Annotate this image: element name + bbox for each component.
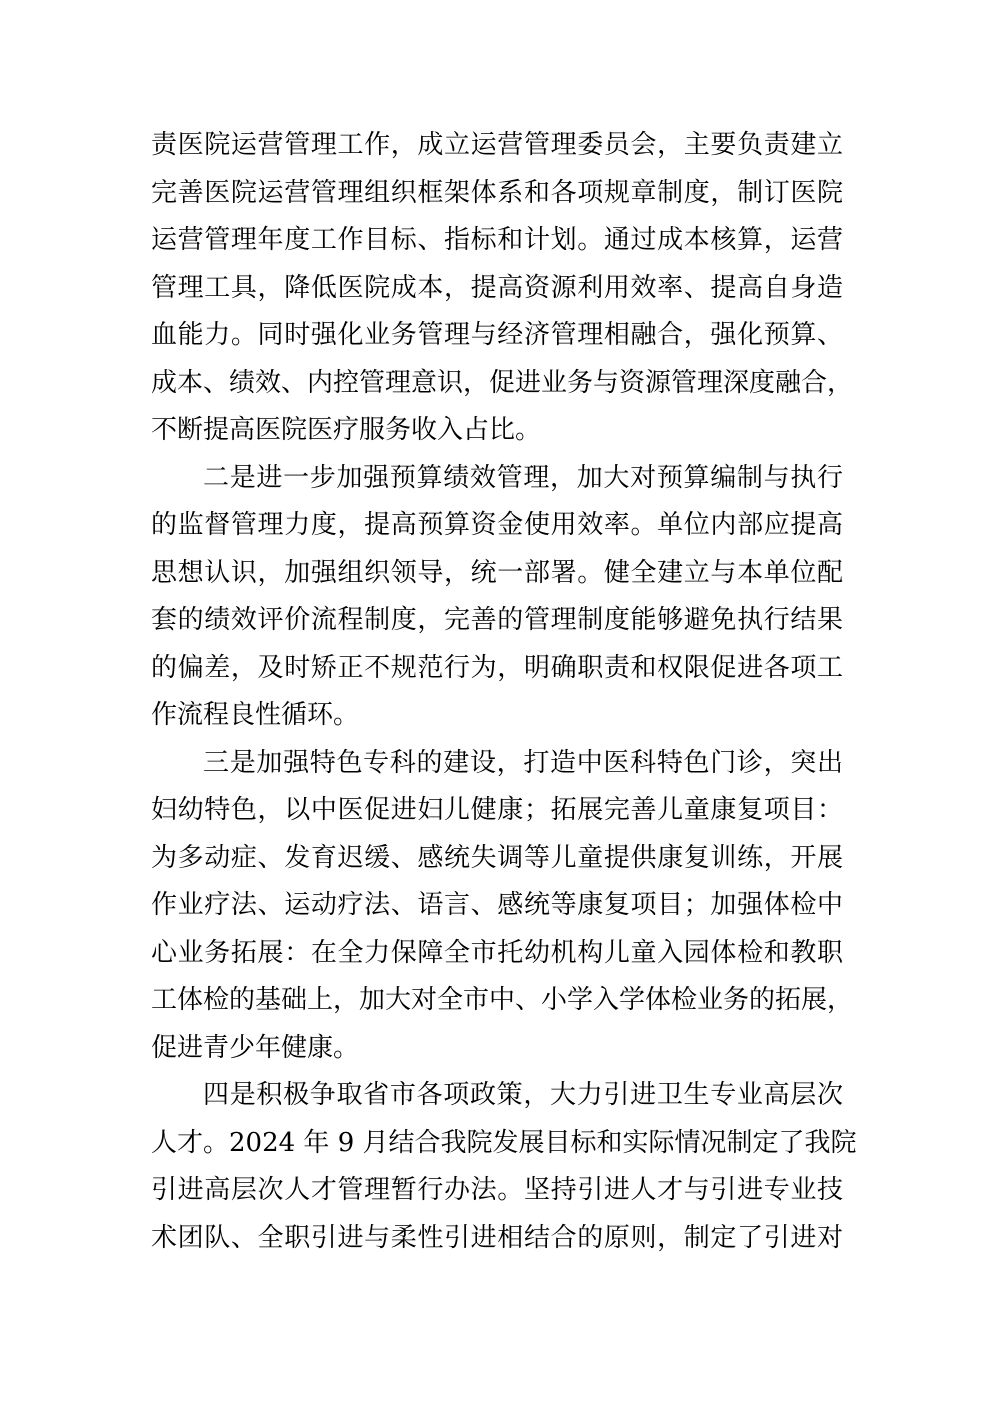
text-line: 作流程良性循环。	[151, 700, 360, 730]
text-line: 妇幼特色，以中医促进妇儿健康；拓展完善儿童康复项目：	[151, 795, 843, 825]
text-line: 人才。2024 年 9 月结合我院发展目标和实际情况制定了我院	[151, 1127, 857, 1158]
text-line: 四是积极争取省市各项政策，大力引进卫生专业高层次	[203, 1080, 843, 1110]
text-line: 不断提高医院医疗服务收入占比。	[151, 415, 542, 445]
text-line: 术团队、全职引进与柔性引进相结合的原则，制定了引进对	[151, 1222, 843, 1253]
text-line: 管理工具，降低医院成本，提高资源利用效率、提高自身造	[151, 272, 843, 303]
text-line: 为多动症、发育迟缓、感统失调等儿童提供康复训练，开展	[151, 842, 843, 873]
text-line: 作业疗法、运动疗法、语言、感统等康复项目；加强体检中	[151, 890, 843, 920]
text-line: 套的绩效评价流程制度，完善的管理制度能够避免执行结果	[151, 605, 843, 635]
text-line: 责医院运营管理工作，成立运营管理委员会，主要负责建立	[151, 130, 843, 160]
text-line: 引进高层次人才管理暂行办法。坚持引进人才与引进专业技	[151, 1175, 843, 1205]
text-line: 的偏差，及时矫正不规范行为，明确职责和权限促进各项工	[151, 652, 843, 683]
text-line: 完善医院运营管理组织框架体系和各项规章制度，制订医院	[151, 177, 843, 208]
text-line: 成本、绩效、内控管理意识，促进业务与资源管理深度融合，	[151, 367, 854, 398]
text-line: 二是进一步加强预算绩效管理，加大对预算编制与执行	[203, 462, 843, 493]
text-line: 心业务拓展：在全力保障全市托幼机构儿童入园体检和教职	[151, 937, 843, 968]
text-line: 血能力。同时强化业务管理与经济管理相融合，强化预算、	[151, 320, 843, 350]
text-line: 工体检的基础上，加大对全市中、小学入学体检业务的拓展，	[151, 985, 854, 1015]
text-line: 思想认识，加强组织领导，统一部署。健全建立与本单位配	[151, 557, 843, 588]
text-line: 运营管理年度工作目标、指标和计划。通过成本核算，运营	[151, 225, 843, 255]
text-line: 促进青少年健康。	[151, 1032, 360, 1063]
text-line: 的监督管理力度，提高预算资金使用效率。单位内部应提高	[151, 510, 843, 540]
document-body	[151, 122, 857, 1262]
text-line: 三是加强特色专科的建设，打造中医科特色门诊，突出	[203, 747, 843, 778]
